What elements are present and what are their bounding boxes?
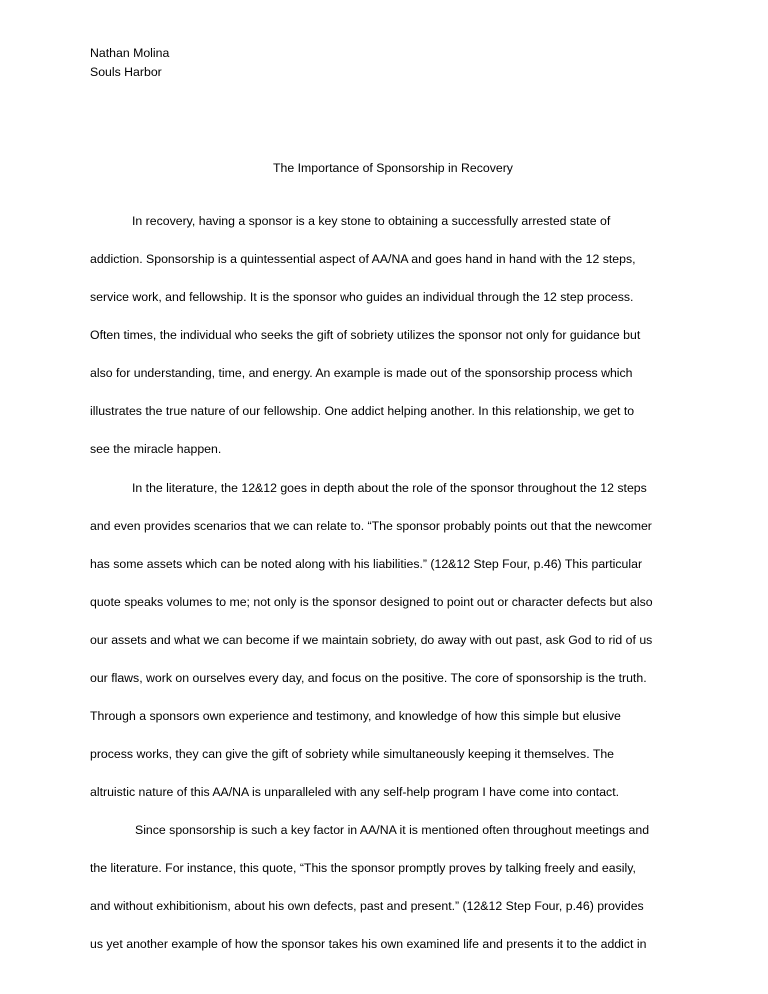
paragraph-line: quote speaks volumes to me; not only is the sponsor designed to point out or character defects but also xyxy=(90,595,653,609)
paragraph-line: our assets and what we can become if we maintain sobriety, do away with out past, ask God to rid of us xyxy=(90,633,653,647)
paragraph-line: addiction. Sponsorship is a quintessential aspect of AA/NA and goes hand in hand with the 12 steps, xyxy=(90,252,636,266)
paragraph-line: also for understanding, time, and energy. An example is made out of the sponsorship process which xyxy=(90,366,633,380)
paragraph-line: Through a sponsors own experience and testimony, and knowledge of how this simple but elusive xyxy=(90,709,621,723)
author-name: Nathan Molina xyxy=(90,46,170,60)
paragraph-line: In recovery, having a sponsor is a key stone to obtaining a successfully arrested state of xyxy=(132,214,611,228)
paragraph-line: process works, they can give the gift of sobriety while simultaneously keeping it themselves. The xyxy=(90,747,615,761)
paragraph-line: altruistic nature of this AA/NA is unparalleled with any self-help program I have come into contact. xyxy=(90,785,620,799)
paragraph-line: the literature. For instance, this quote, “This the sponsor promptly proves by talking freely and easily, xyxy=(90,861,636,875)
paragraph-line: has some assets which can be noted along with his liabilities.” (12&12 Step Four, p.46) This particular xyxy=(90,557,643,571)
paragraph-line: and even provides scenarios that we can relate to. “The sponsor probably points out that the newcomer xyxy=(90,519,652,533)
paragraph-line: and without exhibitionism, about his own defects, past and present.” (12&12 Step Four, p.46) provides xyxy=(90,899,644,913)
paragraph-line: In the literature, the 12&12 goes in depth about the role of the sponsor throughout the 12 steps xyxy=(132,481,647,495)
document-title: The Importance of Sponsorship in Recovery xyxy=(273,161,513,175)
paragraph-line: illustrates the true nature of our fellowship. One addict helping another. In this relationship, we get to xyxy=(90,404,635,418)
paragraph-line: our flaws, work on ourselves every day, and focus on the positive. The core of sponsorship is the truth. xyxy=(90,671,647,685)
organization-name: Souls Harbor xyxy=(90,65,162,79)
paragraph-line: us yet another example of how the sponsor takes his own examined life and presents it to the addict in xyxy=(90,937,647,951)
paragraph-line: Since sponsorship is such a key factor in AA/NA it is mentioned often throughout meetings and xyxy=(135,823,650,837)
paragraph-line: service work, and fellowship. It is the sponsor who guides an individual through the 12 step process. xyxy=(90,290,634,304)
paragraph-line: see the miracle happen. xyxy=(90,442,222,456)
paragraph-line: Often times, the individual who seeks the gift of sobriety utilizes the sponsor not only for guidance but xyxy=(90,328,641,342)
